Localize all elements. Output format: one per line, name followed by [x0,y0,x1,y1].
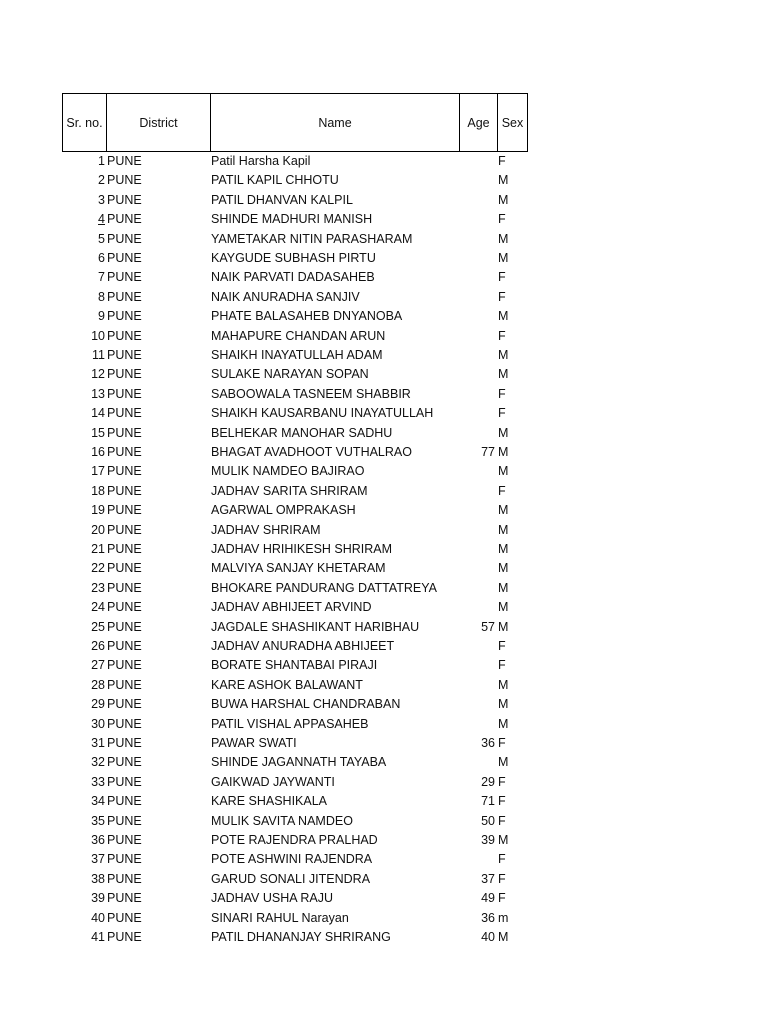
cell-district: PUNE [107,445,142,459]
table-row [0,385,768,404]
table-row [0,695,768,714]
cell-name: POTE RAJENDRA PRALHAD [211,833,378,847]
cell-sex: M [498,231,509,246]
table-row [0,152,768,171]
cell-age: 37 [481,871,495,886]
cell-sr-no: 28 [91,677,105,692]
cell-sr-no: 4 [98,212,105,227]
cell-name: SULAKE NARAYAN SOPAN [211,367,369,382]
cell-name: SHAIKH KAUSARBANU INAYATULLAH [211,406,434,421]
cell-district: PUNE [107,251,142,265]
cell-district: PUNE [107,658,142,673]
cell-sr-no: 37 [91,852,105,867]
cell-name: MULIK SAVITA NAMDEO [211,813,353,828]
cell-district: PUNE [107,425,142,440]
cell-sex: F [498,406,506,421]
cell-sex: M [498,192,509,207]
table-row [0,618,768,637]
cell-sr-no: 13 [91,386,105,401]
cell-district: PUNE [107,580,142,595]
cell-name: PHATE BALASAHEB DNYANOBA [211,309,403,324]
cell-name: POTE ASHWINI RAJENDRA [211,852,373,867]
table-row [0,792,768,811]
cell-sex: M [498,619,509,634]
cell-sex: F [498,813,506,828]
cell-name: YAMETAKAR NITIN PARASHARAM [211,231,413,246]
cell-sr-no: 8 [98,289,105,304]
cell-sr-no: 24 [91,600,105,615]
cell-sex: F [498,386,506,401]
cell-sex: F [498,212,506,227]
cell-sex: M [498,677,509,692]
cell-name: JADHAV USHA RAJU [211,891,334,906]
cell-sex: F [498,891,506,906]
header-district: District [106,93,210,152]
cell-sr-no: 7 [98,270,105,285]
table-row [0,889,768,908]
cell-district: PUNE [107,289,142,304]
cell-sex: F [498,658,506,673]
cell-district: PUNE [107,697,142,712]
cell-name: JADHAV SARITA SHRIRAM [211,483,368,498]
cell-sr-no: 14 [91,406,105,421]
cell-name: KARE SHASHIKALA [211,794,328,809]
cell-district: PUNE [107,503,142,518]
cell-district: PUNE [107,794,142,809]
cell-name: JADHAV ANURADHA ABHIJEET [211,639,395,653]
table-row [0,501,768,520]
cell-sr-no: 26 [91,639,105,653]
cell-sr-no: 27 [91,658,105,673]
cell-sex: F [498,774,506,789]
cell-age: 71 [481,794,495,809]
cell-sr-no: 2 [98,173,105,188]
cell-district: PUNE [107,154,142,168]
cell-age: 40 [481,930,495,944]
cell-sr-no: 12 [91,367,105,382]
table-row [0,579,768,598]
cell-district: PUNE [107,270,142,285]
cell-name: SHAIKH INAYATULLAH ADAM [211,348,383,362]
cell-name: NAIK PARVATI DADASAHEB [211,270,375,285]
cell-sr-no: 34 [91,794,105,809]
cell-sr-no: 38 [91,871,105,886]
cell-sr-no: 39 [91,891,105,906]
cell-district: PUNE [107,755,142,770]
cell-sex: M [498,542,509,556]
cell-sr-no: 21 [91,542,105,556]
cell-name: KAYGUDE SUBHASH PIRTU [211,251,376,265]
cell-district: PUNE [107,406,142,421]
table-row [0,365,768,384]
cell-sr-no: 20 [91,522,105,537]
table-row [0,404,768,423]
cell-sr-no: 9 [98,309,105,324]
cell-name: BHAGAT AVADHOOT VUTHALRAO [211,445,412,459]
cell-district: PUNE [107,619,142,634]
cell-sex: F [498,852,506,867]
cell-name: SHINDE MADHURI MANISH [211,212,373,227]
cell-sex: F [498,154,506,168]
header-sex: Sex [497,93,528,152]
cell-district: PUNE [107,833,142,847]
cell-sex: M [498,580,509,595]
cell-sex: F [498,794,506,809]
cell-name: PAWAR SWATI [211,736,297,750]
cell-age: 39 [481,833,495,847]
cell-name: PATIL KAPIL CHHOTU [211,173,339,188]
cell-sex: F [498,328,506,343]
cell-sr-no: 5 [98,231,105,246]
cell-district: PUNE [107,231,142,246]
table-row [0,443,768,462]
cell-age: 36 [481,910,495,925]
cell-sex: M [498,251,509,265]
table-row [0,850,768,869]
cell-name: PATIL VISHAL APPASAHEB [211,716,369,731]
cell-age: 50 [481,813,495,828]
cell-sr-no: 17 [91,464,105,479]
cell-district: PUNE [107,309,142,324]
cell-name: NAIK ANURADHA SANJIV [211,289,360,304]
table-row [0,482,768,501]
cell-sex: m [498,910,509,925]
table-row [0,598,768,617]
cell-name: JADHAV HRIHIKESH SHRIRAM [211,542,393,556]
cell-name: MAHAPURE CHANDAN ARUN [211,328,386,343]
cell-name: JAGDALE SHASHIKANT HARIBHAU [211,619,420,634]
table-row [0,656,768,675]
table-row [0,928,768,947]
cell-age: 49 [481,891,495,906]
cell-district: PUNE [107,348,142,362]
table-row [0,773,768,792]
cell-sr-no: 23 [91,580,105,595]
cell-sr-no: 32 [91,755,105,770]
cell-district: PUNE [107,464,142,479]
cell-sex: M [498,173,509,188]
cell-sex: M [498,503,509,518]
table-row [0,676,768,695]
table-row [0,540,768,559]
cell-sex: M [498,561,509,576]
cell-sr-no: 6 [98,251,105,265]
table-row [0,462,768,481]
cell-age: 36 [481,736,495,750]
table-row [0,637,768,656]
cell-sr-no: 22 [91,561,105,576]
table-row [0,307,768,326]
header-sr-no: Sr. no. [62,93,106,152]
cell-sr-no: 36 [91,833,105,847]
cell-sex: M [498,755,509,770]
table-row [0,249,768,268]
cell-name: GARUD SONALI JITENDRA [211,871,371,886]
cell-age: 57 [481,619,495,634]
cell-district: PUNE [107,910,142,925]
cell-sex: F [498,483,506,498]
table-row [0,346,768,365]
cell-sex: F [498,270,506,285]
cell-district: PUNE [107,522,142,537]
table-row [0,191,768,210]
cell-district: PUNE [107,367,142,382]
cell-sex: M [498,716,509,731]
cell-district: PUNE [107,192,142,207]
cell-district: PUNE [107,212,142,227]
cell-name: SHINDE JAGANNATH TAYABA [211,755,387,770]
cell-sr-no: 31 [91,736,105,750]
cell-sex: M [498,445,509,459]
cell-sr-no: 29 [91,697,105,712]
cell-name: MALVIYA SANJAY KHETARAM [211,561,386,576]
cell-district: PUNE [107,386,142,401]
cell-sr-no: 30 [91,716,105,731]
cell-name: MULIK NAMDEO BAJIRAO [211,464,365,479]
cell-sex: F [498,639,506,653]
cell-name: BELHEKAR MANOHAR SADHU [211,425,393,440]
cell-district: PUNE [107,173,142,188]
cell-district: PUNE [107,736,142,750]
cell-district: PUNE [107,930,142,944]
cell-sex: M [498,522,509,537]
table-row [0,831,768,850]
cell-district: PUNE [107,328,142,343]
cell-sex: M [498,697,509,712]
cell-name: JADHAV SHRIRAM [211,522,321,537]
cell-sex: M [498,348,509,362]
cell-district: PUNE [107,561,142,576]
cell-name: BORATE SHANTABAI PIRAJI [211,658,378,673]
cell-district: PUNE [107,542,142,556]
cell-sex: M [498,600,509,615]
cell-name: BUWA HARSHAL CHANDRABAN [211,697,401,712]
cell-sex: M [498,833,509,847]
table-row [0,753,768,772]
cell-district: PUNE [107,891,142,906]
table-row [0,268,768,287]
cell-name: PATIL DHANANJAY SHRIRANG [211,930,391,944]
header-age: Age [459,93,497,152]
cell-district: PUNE [107,677,142,692]
cell-district: PUNE [107,813,142,828]
cell-sr-no: 18 [91,483,105,498]
table-row [0,909,768,928]
cell-sr-no: 40 [91,910,105,925]
cell-sr-no: 1 [98,154,105,168]
table-row [0,171,768,190]
cell-district: PUNE [107,483,142,498]
cell-district: PUNE [107,716,142,731]
cell-name: AGARWAL OMPRAKASH [211,503,356,518]
cell-name: GAIKWAD JAYWANTI [211,774,335,789]
table-row [0,559,768,578]
cell-sr-no: 11 [92,348,105,362]
table-row [0,734,768,753]
cell-sex: M [498,367,509,382]
cell-sr-no: 25 [91,619,105,634]
table-row [0,870,768,889]
cell-name: PATIL DHANVAN KALPIL [211,192,353,207]
cell-sr-no: 10 [91,328,105,343]
cell-sex: M [498,464,509,479]
table-row [0,288,768,307]
cell-sr-no: 35 [91,813,105,828]
cell-name: KARE ASHOK BALAWANT [211,677,363,692]
cell-district: PUNE [107,852,142,867]
cell-sr-no: 16 [91,445,105,459]
cell-age: 29 [481,774,495,789]
cell-sr-no: 15 [91,425,105,440]
cell-district: PUNE [107,871,142,886]
cell-sex: M [498,930,509,944]
cell-sex: F [498,871,506,886]
header-name: Name [210,93,459,152]
cell-sex: M [498,425,509,440]
cell-name: SINARI RAHUL Narayan [211,910,349,925]
table-row [0,327,768,346]
cell-sr-no: 3 [98,192,105,207]
cell-district: PUNE [107,639,142,653]
cell-name: SABOOWALA TASNEEM SHABBIR [211,386,411,401]
table-row [0,715,768,734]
table-row [0,210,768,229]
cell-name: BHOKARE PANDURANG DATTATREYA [211,580,437,595]
cell-sr-no: 19 [91,503,105,518]
cell-sex: M [498,309,509,324]
cell-district: PUNE [107,600,142,615]
cell-sex: F [498,736,506,750]
table-row [0,521,768,540]
table-row [0,230,768,249]
cell-age: 77 [481,445,495,459]
cell-district: PUNE [107,774,142,789]
cell-name: Patil Harsha Kapil [211,154,311,168]
cell-name: JADHAV ABHIJEET ARVIND [211,600,372,615]
cell-sex: F [498,289,506,304]
cell-sr-no: 33 [91,774,105,789]
cell-sr-no: 41 [91,930,105,944]
table-row [0,812,768,831]
table-row [0,424,768,443]
